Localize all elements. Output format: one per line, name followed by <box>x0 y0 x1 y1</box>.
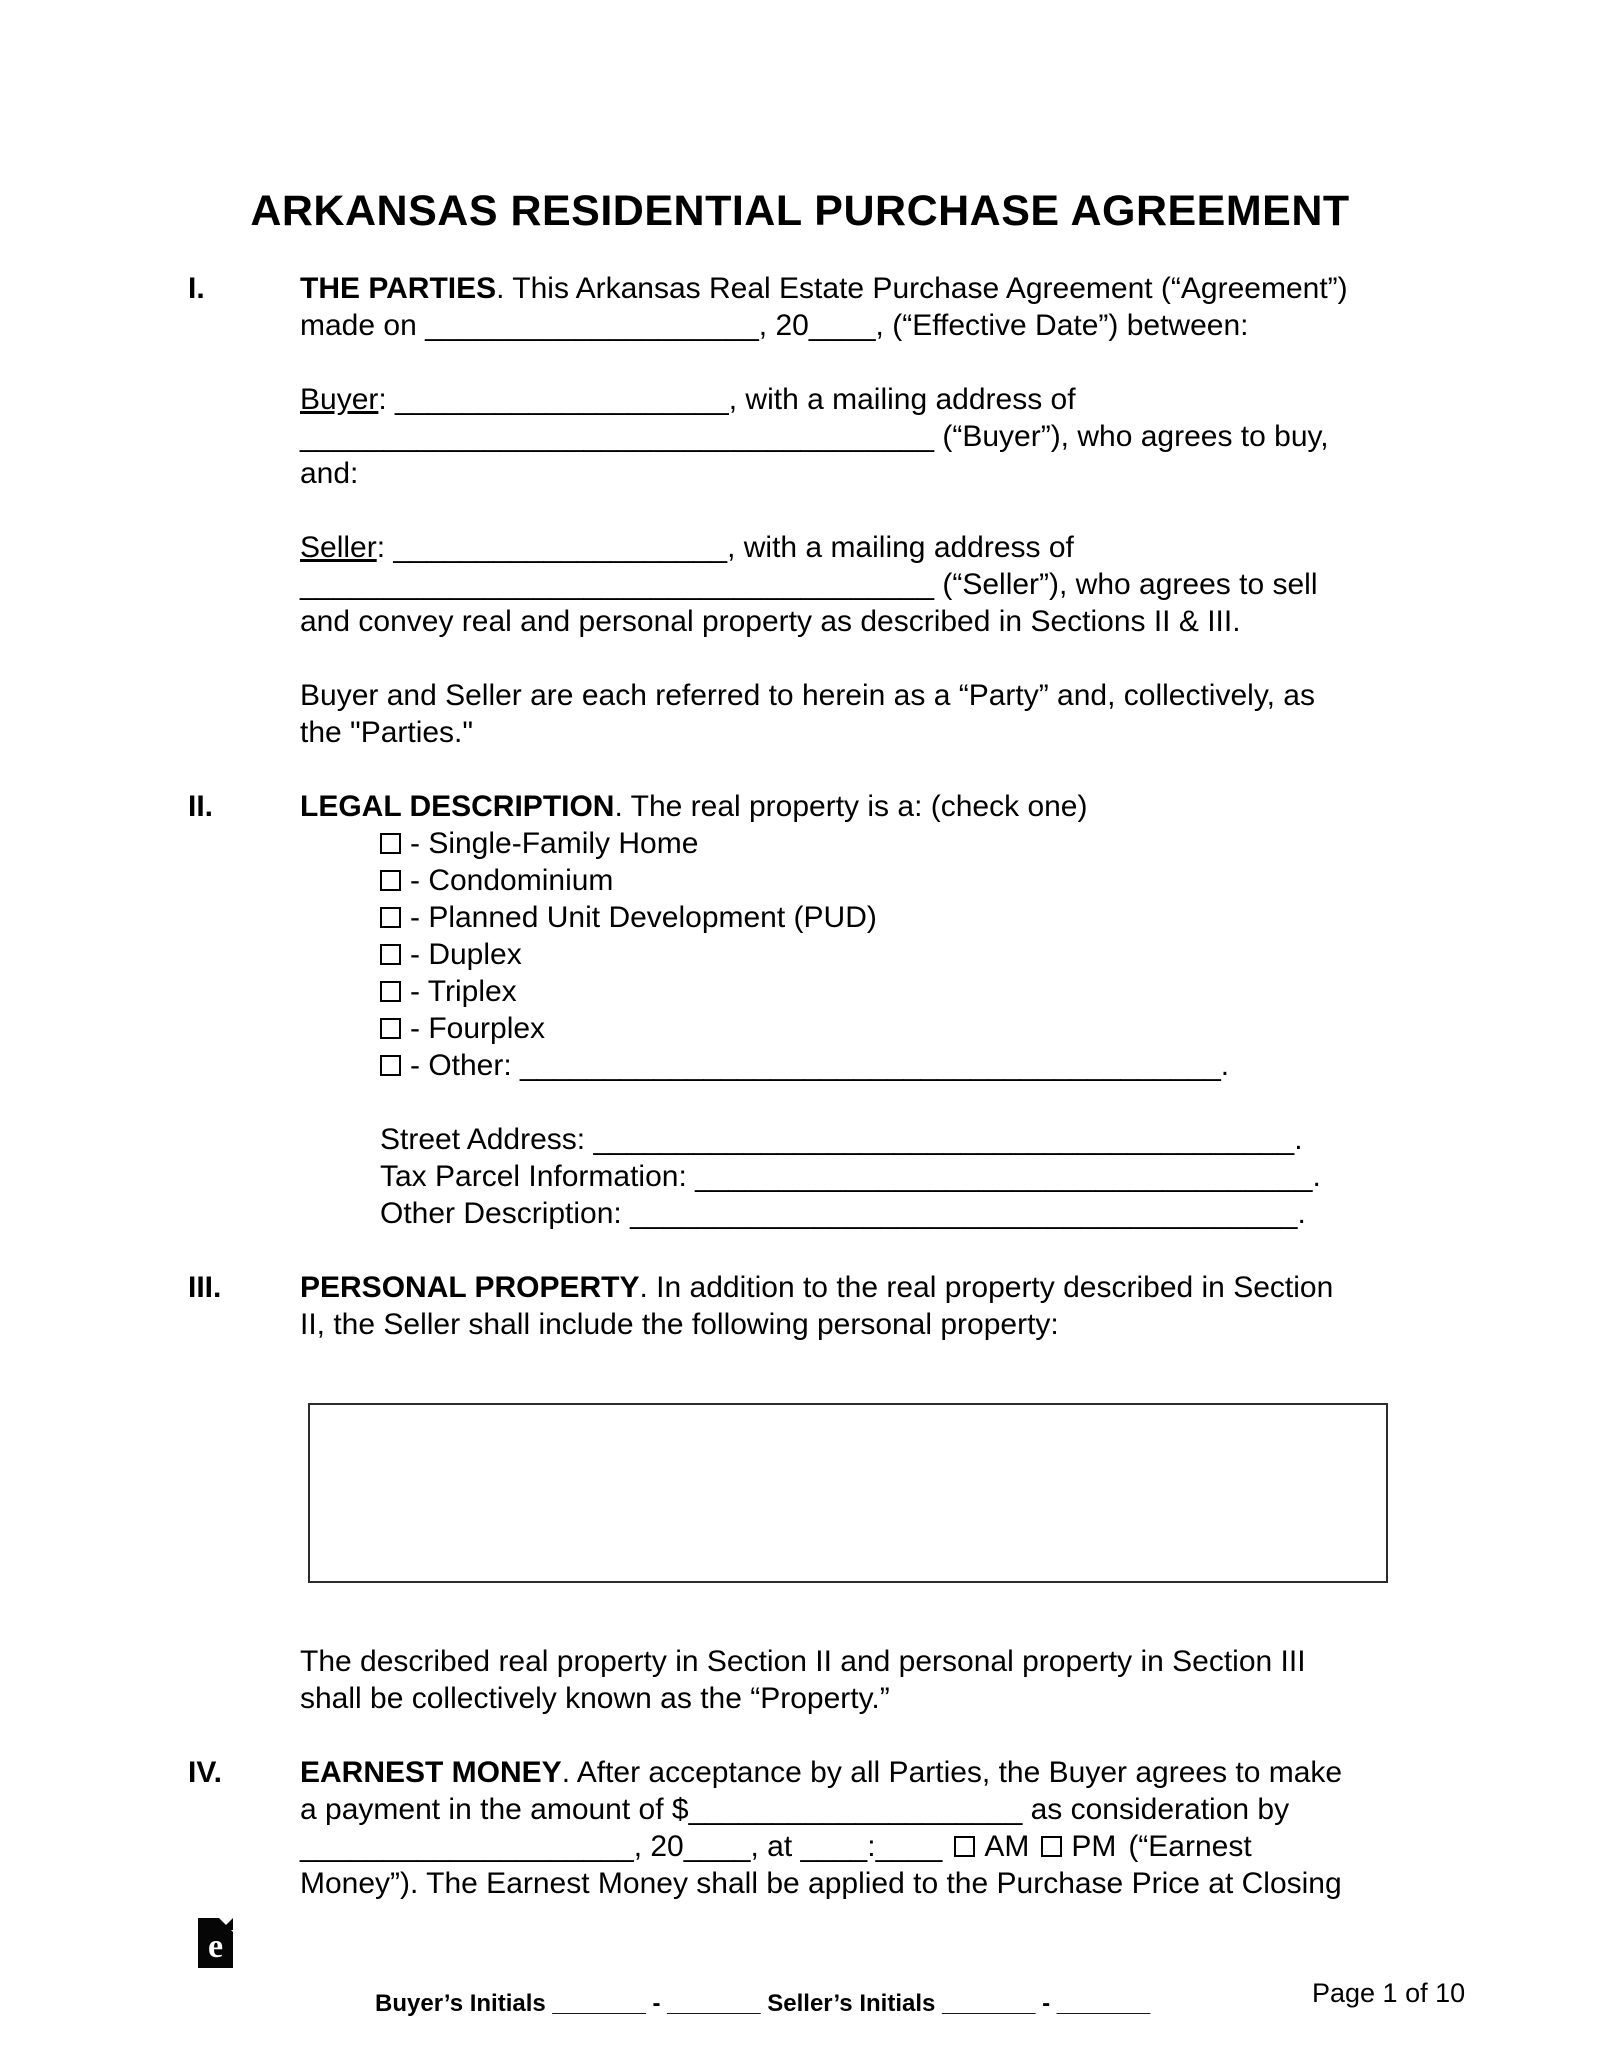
option-row-other <box>380 1047 1450 1084</box>
property-definition-line-2: shall be collectively known as the “Property.” <box>300 1682 890 1715</box>
section-body-4 <box>300 1754 1450 1902</box>
earnest-money-datetime-blanks: ____________________, 20____, at ____:____ <box>300 1830 943 1863</box>
checkbox-triplex[interactable] <box>380 981 401 1002</box>
checkbox-pud[interactable] <box>380 907 401 928</box>
document-content <box>0 270 1600 1902</box>
section-numeral-4: IV. <box>188 1756 222 1789</box>
section-the-parties <box>188 270 1600 751</box>
parties-intro-paragraph <box>300 270 1450 344</box>
legal-description-text: . The real property is a: (check one) <box>614 790 1088 823</box>
buyer-label: Buyer <box>300 383 379 416</box>
parties-definition-line-2: the "Parties." <box>300 716 474 749</box>
earnest-money-line-2: a payment in the amount of $____________________ as consideration by <box>300 1793 1290 1826</box>
option-row-triplex <box>380 973 1450 1010</box>
personal-property-line-1 <box>300 1269 1450 1306</box>
page-number: Page 1 of 10 <box>1312 1978 1466 2008</box>
legal-description-heading-line <box>300 788 1450 825</box>
property-type-options <box>300 825 1450 1084</box>
option-label-condominium: - Condominium <box>410 864 614 897</box>
section-earnest-money <box>188 1754 1600 1902</box>
option-row-fourplex <box>380 1010 1450 1047</box>
checkbox-fourplex[interactable] <box>380 1018 401 1039</box>
earnest-money-line-1 <box>300 1754 1450 1791</box>
buyer-line-1 <box>300 381 1450 418</box>
checkbox-single-family-home[interactable] <box>380 833 401 854</box>
checkbox-other[interactable] <box>380 1055 401 1076</box>
buyer-line-2: ______________________________________ (“Buyer”), who agrees to buy, <box>300 420 1329 453</box>
checkbox-am[interactable] <box>954 1836 975 1857</box>
parties-intro-text: . This Arkansas Real Estate Purchase Agreement (“Agreement”) <box>496 272 1348 305</box>
option-label-other: - Other: __________________________________________. <box>410 1049 1230 1082</box>
section-body-3 <box>300 1269 1450 1717</box>
option-row-single-family-home <box>380 825 1450 862</box>
earnest-money-line-3 <box>300 1828 1450 1865</box>
earnest-money-line-4: Money”). The Earnest Money shall be applied to the Purchase Price at Closing <box>300 1867 1342 1900</box>
eforms-logo-letter: e <box>207 1928 224 1965</box>
seller-name-blank: : ____________________, with a mailing address of <box>376 531 1074 564</box>
section-body-1 <box>300 270 1450 751</box>
option-row-pud <box>380 899 1450 936</box>
personal-property-textbox[interactable] <box>308 1403 1388 1583</box>
personal-property-text: . In addition to the real property described in Section <box>639 1271 1334 1304</box>
checkbox-condominium[interactable] <box>380 870 401 891</box>
option-row-condominium <box>380 862 1450 899</box>
section-numeral-1: I. <box>188 272 205 305</box>
pm-label: PM <box>1071 1830 1117 1863</box>
parties-definition-line-1: Buyer and Seller are each referred to herein as a “Party” and, collectively, as <box>300 679 1315 712</box>
earnest-money-text: . After acceptance by all Parties, the Buyer agrees to make <box>561 1756 1343 1789</box>
section-body-2 <box>300 788 1450 1232</box>
section-personal-property <box>188 1269 1600 1717</box>
parties-intro-line-1 <box>300 270 1450 307</box>
option-label-pud: - Planned Unit Development (PUD) <box>410 901 877 934</box>
section-heading-legal-description: LEGAL DESCRIPTION <box>300 790 615 823</box>
buyer-line-3: and: <box>300 457 359 490</box>
buyer-name-blank: : ____________________, with a mailing address of <box>378 383 1076 416</box>
buyer-paragraph <box>300 381 1450 492</box>
checkbox-pm[interactable] <box>1041 1836 1062 1857</box>
seller-paragraph <box>300 529 1450 640</box>
section-numeral-3: III. <box>188 1271 222 1304</box>
tax-parcel-line: Tax Parcel Information: _____________________________________. <box>380 1160 1321 1193</box>
other-description-line: Other Description: ________________________________________. <box>380 1197 1306 1230</box>
earnest-money-open-paren: (“Earnest <box>1128 1830 1252 1863</box>
property-identification-block <box>300 1121 1450 1232</box>
parties-definition-paragraph <box>300 677 1450 751</box>
section-heading-personal-property: PERSONAL PROPERTY <box>300 1271 640 1304</box>
eforms-logo <box>198 1918 233 1968</box>
property-definition-line-1: The described real property in Section II and personal property in Section III <box>300 1645 1306 1678</box>
seller-line-1 <box>300 529 1450 566</box>
option-label-single-family-home: - Single-Family Home <box>410 827 699 860</box>
seller-line-2: ______________________________________ (“Seller”), who agrees to sell <box>300 568 1318 601</box>
section-heading-the-parties: THE PARTIES <box>300 272 497 305</box>
option-label-fourplex: - Fourplex <box>410 1012 546 1045</box>
seller-label: Seller <box>300 531 377 564</box>
street-address-line: Street Address: __________________________________________. <box>380 1123 1303 1156</box>
option-label-duplex: - Duplex <box>410 938 522 971</box>
property-definition-paragraph <box>300 1643 1450 1717</box>
parties-intro-line-2: made on ____________________, 20____, (“Effective Date”) between: <box>300 309 1249 342</box>
section-legal-description <box>188 788 1600 1232</box>
initials-line: Buyer’s Initials _______ - _______ Seller’s Initials _______ - _______ <box>375 1990 1151 2017</box>
option-row-duplex <box>380 936 1450 973</box>
option-label-triplex: - Triplex <box>410 975 517 1008</box>
document-title: ARKANSAS RESIDENTIAL PURCHASE AGREEMENT <box>250 187 1350 235</box>
am-label: AM <box>984 1830 1030 1863</box>
section-heading-earnest-money: EARNEST MONEY <box>300 1756 562 1789</box>
personal-property-line-2: II, the Seller shall include the following personal property: <box>300 1308 1059 1341</box>
checkbox-duplex[interactable] <box>380 944 401 965</box>
seller-line-3: and convey real and personal property as described in Sections II & III. <box>300 605 1241 638</box>
section-numeral-2: II. <box>188 790 214 823</box>
